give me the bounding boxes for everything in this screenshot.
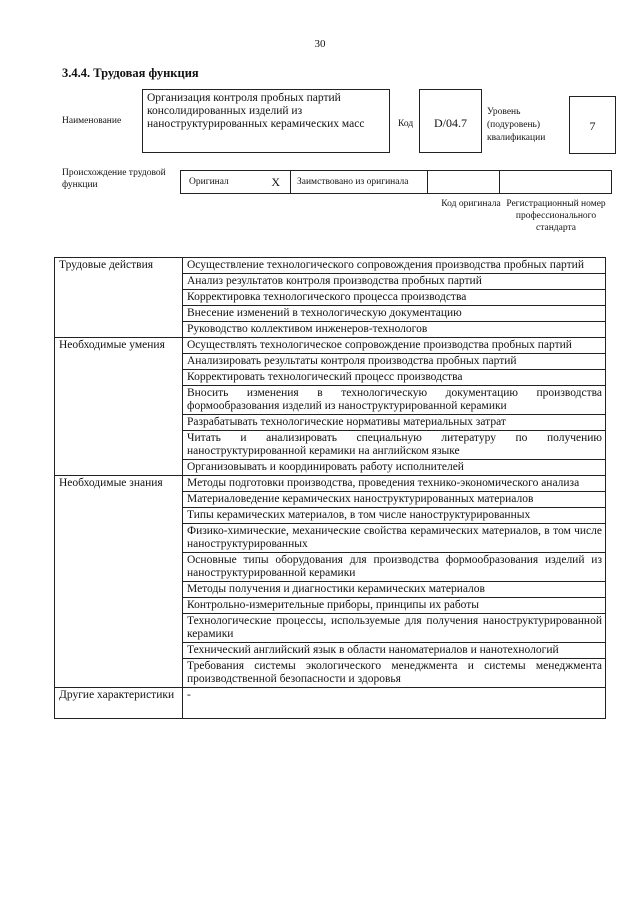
borrowed-cell xyxy=(290,170,427,194)
item-cell: Корректировать технологический процесс производства xyxy=(183,370,606,386)
borrowed-label: Заимствовано из оригинала xyxy=(297,177,409,187)
labor-function-table xyxy=(54,257,606,719)
origin-row xyxy=(180,170,612,194)
page-number: 30 xyxy=(314,38,326,50)
item-cell: Основные типы оборудования для производства формообразования изделий из наноструктурированной керамики xyxy=(183,553,606,582)
item-cell: Внесение изменений в технологическую документацию xyxy=(183,306,606,322)
item-cell: Материаловедение керамических наноструктурированных материалов xyxy=(183,492,606,508)
table-row xyxy=(55,476,606,492)
code-caption: Код оригинала xyxy=(441,199,501,209)
item-cell: Технический английский язык в области наноматериалов и нанотехнологий xyxy=(183,643,606,659)
item-cell: Организовывать и координировать работу исполнителей xyxy=(183,460,606,476)
category-cell: Трудовые действия xyxy=(55,258,183,338)
item-cell: Методы получения и диагностики керамических материалов xyxy=(183,582,606,598)
original-mark: X xyxy=(271,174,280,189)
qualification-level-box: 7 xyxy=(569,96,616,154)
item-cell: Технологические процессы, используемые для получения наноструктурированной керамики xyxy=(183,614,606,643)
table-row xyxy=(55,688,606,719)
category-cell: Необходимые умения xyxy=(55,338,183,476)
origin-label: Происхождение трудовой функции xyxy=(62,168,166,190)
item-cell: Анализ результатов контроля производства пробных партий xyxy=(183,274,606,290)
original-code-cell xyxy=(427,170,499,194)
item-cell: Физико-химические, механические свойства керамических материалов, в том числе наноструктурированных xyxy=(183,524,606,553)
function-code-box: D/04.7 xyxy=(419,89,482,153)
registration-number-cell xyxy=(499,170,612,194)
name-label: Наименование xyxy=(62,116,122,126)
section-heading: 3.4.4. Трудовая функция xyxy=(62,66,199,80)
table-row xyxy=(55,338,606,354)
item-cell: Типы керамических материалов, в том числе наноструктурированных xyxy=(183,508,606,524)
category-cell: Необходимые знания xyxy=(55,476,183,688)
item-cell: Разрабатывать технологические нормативы материальных затрат xyxy=(183,415,606,431)
original-cell xyxy=(180,170,290,194)
registration-caption: Регистрационный номер профессионального стандарта xyxy=(506,199,606,233)
item-cell: - xyxy=(183,688,606,719)
item-cell: Корректировка технологического процесса производства xyxy=(183,290,606,306)
original-label: Оригинал xyxy=(189,177,229,187)
table-row xyxy=(55,258,606,274)
item-cell: Читать и анализировать специальную литературу по получению наноструктурированной керамики на английском языке xyxy=(183,431,606,460)
level-label: Уровень (подуровень) квалификации xyxy=(487,107,546,143)
item-cell: Методы подготовки производства, проведения технико-экономического анализа xyxy=(183,476,606,492)
item-cell: Осуществлять технологическое сопровождение производства пробных партий xyxy=(183,338,606,354)
item-cell: Требования системы экологического менеджмента и системы менеджмента производственной безопасности и здоровья xyxy=(183,659,606,688)
item-cell: Анализировать результаты контроля производства пробных партий xyxy=(183,354,606,370)
function-name-box: Организация контроля пробных партий консолидированных изделий из наноструктурированных керамических масс xyxy=(142,89,390,153)
item-cell: Осуществление технологического сопровождения производства пробных партий xyxy=(183,258,606,274)
code-label: Код xyxy=(398,119,414,129)
item-cell: Руководство коллективом инженеров-технологов xyxy=(183,322,606,338)
item-cell: Контрольно-измерительные приборы, принципы их работы xyxy=(183,598,606,614)
category-cell: Другие характеристики xyxy=(55,688,183,719)
item-cell: Вносить изменения в технологическую документацию производства формообразования изделий из наноструктурированной керамики xyxy=(183,386,606,415)
